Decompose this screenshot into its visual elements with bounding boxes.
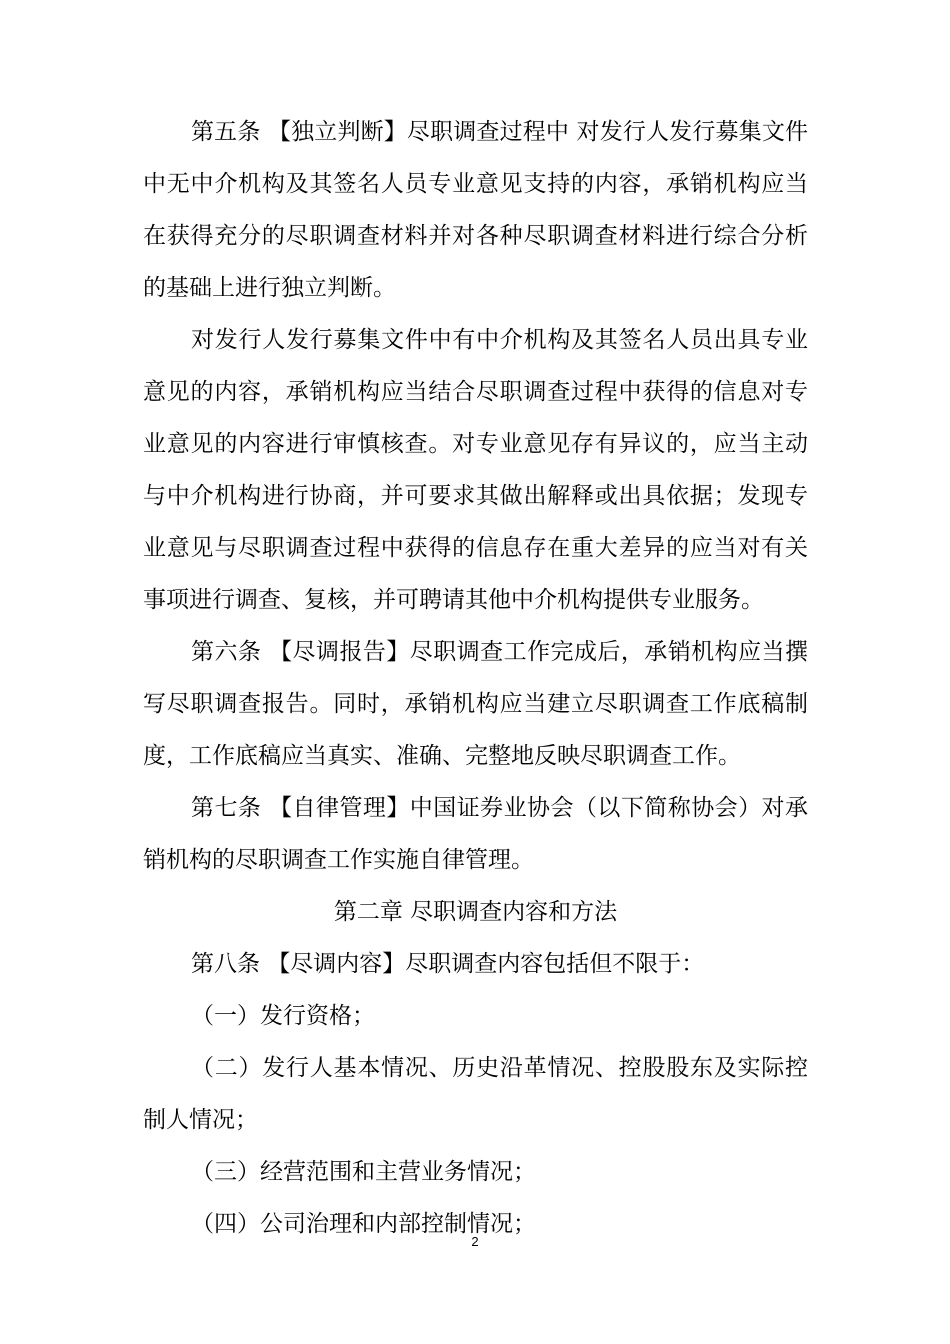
list-item: （四）公司治理和内部控制情况； <box>191 1211 536 1237</box>
article-seven: 第七条 【自律管理】中国证券业协会（以下简称协会）对承销机构的尽职调查工作实施自律管理。 <box>143 795 808 873</box>
article-six: 第六条 【尽调报告】尽职调查工作完成后，承销机构应当撰写尽职调查报告。同时，承销机构应当建立尽职调查工作底稿制度，工作底稿应当真实、准确、完整地反映尽职调查工作。 <box>143 639 808 769</box>
article-five: 第五条 【独立判断】尽职调查过程中 对发行人发行募集文件中无中介机构及其签名人员专业意见支持的内容，承销机构应当在获得充分的尽职调查材料并对各种尽职调查材料进行综合分析的基础上进行独立判断。 <box>143 119 808 301</box>
list-item: （一）发行资格； <box>191 1003 375 1029</box>
article-five-paragraph-two: 对发行人发行募集文件中有中介机构及其签名人员出具专业意见的内容，承销机构应当结合尽职调查过程中获得的信息对专业意见的内容进行审慎核查。对专业意见存有异议的，应当主动与中介机构进行协商，并可要求其做出解释或出具依据；发现专业意见与尽职调查过程中获得的信息存在重大差异的应当对有关事项进行调查、复核，并可聘请其他中介机构提供专业服务。 <box>143 327 808 613</box>
article-eight: 第八条 【尽调内容】尽职调查内容包括但不限于： <box>191 951 705 977</box>
page-number: 2 <box>471 1234 479 1249</box>
chapter-title: 第二章 尽职调查内容和方法 <box>333 899 618 925</box>
list-item: （三）经营范围和主营业务情况； <box>191 1159 536 1185</box>
document-body <box>143 106 808 1250</box>
list-item: （二）发行人基本情况、历史沿革情况、控股股东及实际控制人情况； <box>143 1055 808 1133</box>
